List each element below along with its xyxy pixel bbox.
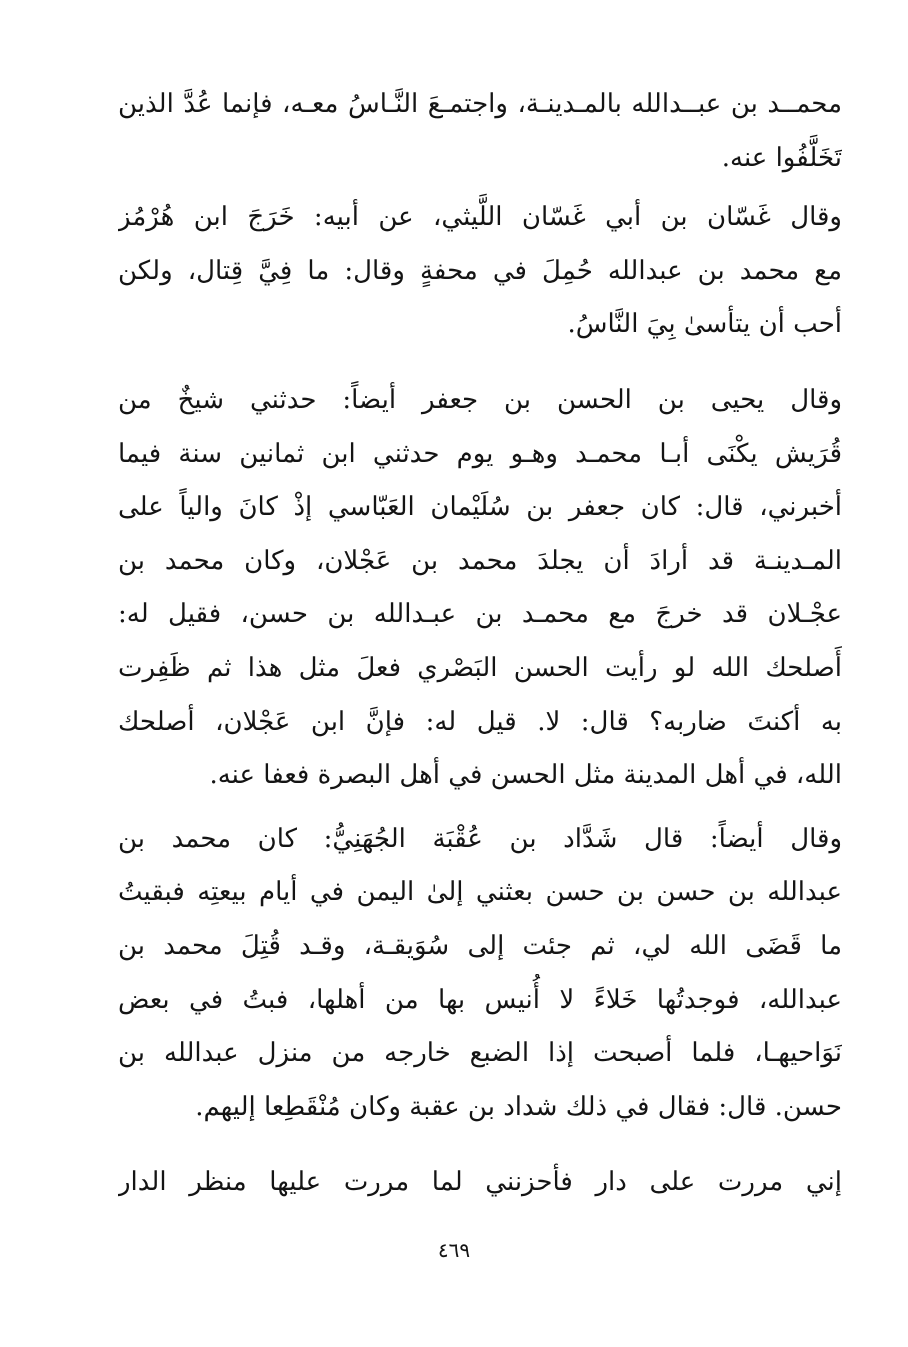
text-line: نَوَاحيهـا، فلما أصبحت إذا الضبع خارجه من منزل عبدالله بن xyxy=(118,1038,842,1069)
text-line: المـدينـة قد أرادَ أن يجلدَ محمد بن عَجْلان، وكان محمد بن xyxy=(118,545,842,576)
text-line: تَخَلَّفُوا عنه. xyxy=(721,142,842,173)
text-line: محمــد بن عبــدالله بالمـدينـة، واجتمـعَ النَّـاسُ معـه، فإنما عُدَّ الذين xyxy=(118,89,842,119)
verse xyxy=(118,1156,842,1210)
paragraph-3 xyxy=(118,374,842,803)
paragraph-1 xyxy=(118,78,842,185)
text-line: عبدالله بن حسن بن حسن بعثني إلىٰ اليمن في أيام بيعتِه فبقيتُ xyxy=(118,877,842,908)
text-line: الله، في أهل المدينة مثل الحسن في أهل البصرة فعفا عنه. xyxy=(209,760,842,791)
text-line: عجْـلان قد خرجَ مع محمـد بن عبـدالله بن حسن، فقيل له: xyxy=(118,599,842,630)
paragraph-4 xyxy=(118,813,842,1135)
text-line: وقال يحيى بن الحسن بن جعفر أيضاً: حدثني شيخٌ من xyxy=(118,384,842,415)
document-page xyxy=(118,78,842,1210)
text-line: وقال أيضاً: قال شَدَّاد بن عُقْبَة الجُهَنِيُّ: كان محمد بن xyxy=(118,823,842,854)
text-line: أَصلحك الله لو رأيت الحسن البَصْري فعلَ مثل هذا ثم ظَفِرت xyxy=(118,652,842,683)
text-line: به أكنتَ ضاربه؟ قال: لا. قيل له: فإنَّ ابن عَجْلان، أصلحك xyxy=(118,706,842,737)
text-line: وقال غَسّان بن أبي غَسّان اللَّيثي، عن أبيه: خَرَجَ ابن هُرْمُز xyxy=(118,202,842,233)
text-line: حسن. قال: فقال في ذلك شداد بن عقبة وكان مُنْقَطِعا إليهم. xyxy=(195,1091,842,1122)
page-number: ٤٦٩ xyxy=(437,1238,471,1262)
text-line: مع محمد بن عبدالله حُمِلَ في محفةٍ وقال: ما فِيَّ قِتال، ولكن xyxy=(118,255,842,286)
text-line: أخبرني، قال: كان جعفر بن سُلَيْمان العَبّاسي إذْ كانَ والياً على xyxy=(118,492,842,523)
text-line: ما قَضَى الله لي، ثم جئت إلى سُوَيقـة، وقـد قُتِلَ محمد بن xyxy=(118,930,842,961)
verse-line: إني مررت على دار فأحزنني لما مررت عليها منظر الدار xyxy=(118,1167,842,1198)
text-line: عبدالله، فوجدتُها خَلاءً لا أُنيس بها من أهلها، فبتُ في بعض xyxy=(118,984,842,1015)
paragraph-2 xyxy=(118,191,842,352)
text-line: أحب أن يتأسىٰ بِيَ النَّاسُ. xyxy=(567,309,842,340)
text-line: قُرَيش يكْنَى أبـا محمـد وهـو يوم حدثني ابن ثمانين سنة فيما xyxy=(118,438,842,469)
